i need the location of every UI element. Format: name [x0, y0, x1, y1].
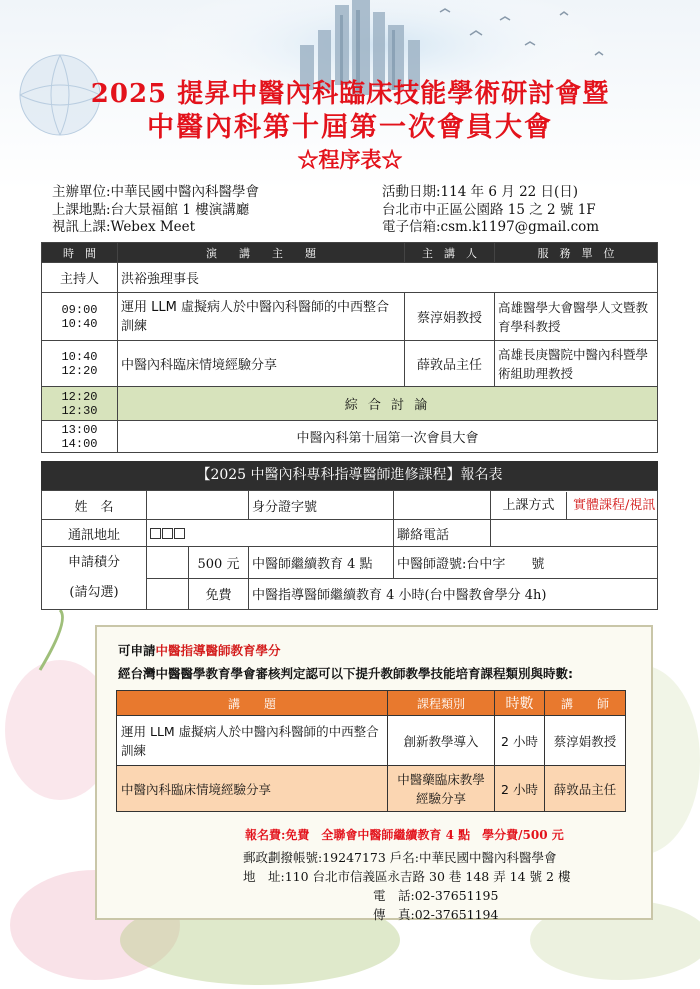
discussion-end: 12:30 — [61, 403, 98, 418]
credit-hours: 2 小時 — [495, 766, 545, 812]
discussion-row — [42, 387, 658, 421]
mailing-address: 地 址:110 台北市信義區永吉路 30 巷 148 弄 14 號 2 樓 — [243, 869, 571, 884]
fee-line: 報名費:免費 全聯會中醫師繼續教育 4 點 學分費/500 元 — [245, 828, 564, 842]
credit-1: 中醫師繼續教育 4 點 — [249, 547, 394, 579]
venue: 上課地點:台大景福館 1 樓演講廳 — [52, 201, 250, 218]
title-line-2: 中醫內科第十屆第一次會員大會 — [147, 112, 553, 143]
credit-2: 中醫指導醫師繼續教育 4 小時(台中醫教會學分 4h) — [249, 578, 658, 610]
schedule-header-row — [42, 243, 658, 263]
session-start: 10:40 — [61, 349, 98, 364]
address-label: 通訊地址 — [42, 520, 147, 547]
form-row-address — [42, 520, 658, 547]
id-field[interactable] — [394, 491, 491, 520]
mode-value[interactable]: 實體課程/視訊 — [573, 497, 656, 513]
host-label: 主持人 — [42, 263, 118, 293]
credit-topic: 運用 LLM 虛擬病人於中醫內科醫師的中西整合訓練 — [117, 716, 388, 766]
address-field[interactable] — [147, 520, 394, 547]
session-unit: 高雄醫學大會醫學人文暨教育學科教授 — [495, 293, 658, 341]
event-date: 活動日期:114 年 6 月 22 日(日) — [382, 184, 579, 200]
organizer: 主辦單位:中華民國中醫內科醫學會 — [52, 184, 260, 200]
header-topic: 演 講 主 題 — [118, 243, 405, 263]
session-topic: 運用 LLM 虛擬病人於中醫內科醫師的中西整合訓練 — [118, 293, 405, 341]
credits-highlight: 中醫指導醫師教育學分 — [155, 643, 281, 658]
credit-teacher: 薛敦品主任 — [545, 766, 626, 812]
credits-header-teacher: 講 師 — [545, 691, 626, 716]
title-line-1: 2025 提昇中醫內科臨床技能學術研討會暨 — [90, 79, 610, 109]
mode-cell — [491, 491, 658, 520]
header-unit: 服 務 單 位 — [495, 243, 658, 263]
discussion-start: 12:20 — [61, 389, 98, 404]
name-field[interactable] — [147, 491, 249, 520]
contact-fax: 傳 真:02-37651194 — [373, 907, 499, 922]
credits-table — [116, 690, 626, 812]
event-address: 台北市中正區公園路 15 之 2 號 1F — [382, 201, 596, 218]
session-end: 10:40 — [61, 316, 98, 331]
credits-header-topic: 講 題 — [117, 691, 388, 716]
online-platform: 視訊上課:Webex Meet — [52, 219, 196, 235]
assembly-end: 14:00 — [61, 436, 98, 451]
phone-label: 聯絡電話 — [394, 520, 491, 547]
fee-2: 免費 — [189, 578, 249, 610]
host-row — [42, 263, 658, 293]
table-row — [117, 716, 626, 766]
postal-box[interactable] — [162, 528, 173, 539]
table-row — [42, 341, 658, 387]
credits-header-hours: 時數 — [495, 691, 545, 716]
session-speaker: 蔡淳娟教授 — [405, 293, 495, 341]
name-label: 姓 名 — [42, 491, 147, 520]
session-start: 09:00 — [61, 302, 98, 317]
credits-header-category: 課程類別 — [388, 691, 495, 716]
credit-topic: 中醫內科臨床情境經驗分享 — [117, 766, 388, 812]
header-time: 時 間 — [42, 243, 118, 263]
table-row — [42, 293, 658, 341]
credit-checkbox-1[interactable] — [147, 547, 189, 579]
form-row-credit-1 — [42, 547, 658, 579]
credit-category: 中醫藥臨床教學經驗分享 — [388, 766, 495, 812]
credits-line-1 — [118, 641, 281, 659]
schedule-table — [41, 242, 658, 453]
id-label: 身分證字號 — [249, 491, 394, 520]
credit-hours: 2 小時 — [495, 716, 545, 766]
registration-form — [41, 490, 658, 610]
session-time — [42, 293, 118, 341]
info-left — [52, 184, 259, 237]
registration-title: 【2025 中醫內科專科指導醫師進修課程】報名表 — [41, 461, 658, 490]
license-number[interactable]: 中醫師證號:台中字 號 — [394, 547, 658, 579]
session-unit: 高雄長庚醫院中醫內科暨學術組助理教授 — [495, 341, 658, 387]
contact-phone: 電 話:02-37651195 — [373, 888, 499, 903]
session-speaker: 薛敦品主任 — [405, 341, 495, 387]
discussion-time — [42, 387, 118, 421]
postal-box[interactable] — [150, 528, 161, 539]
postal-account: 郵政劃撥帳號:19247173 戶名:中華民國中醫內科醫學會 — [243, 850, 557, 865]
assembly-row — [42, 421, 658, 453]
assembly-start: 13:00 — [61, 422, 98, 437]
phone-field[interactable] — [491, 520, 658, 547]
program-heading: ☆程序表☆ — [297, 147, 403, 172]
contact-email[interactable]: 電子信箱:csm.k1197@gmail.com — [382, 219, 600, 235]
info-right — [382, 184, 599, 237]
credit-label-cell — [42, 547, 147, 610]
discussion-label: 綜 合 討 論 — [118, 387, 658, 421]
form-row-name — [42, 491, 658, 520]
credits-line-2: 經台灣中醫醫學教育學會審核判定認可以下提升教師教學技能培育課程類別與時數: — [118, 666, 574, 681]
credits-header-row — [117, 691, 626, 716]
header-speaker: 主 講 人 — [405, 243, 495, 263]
session-topic: 中醫內科臨床情境經驗分享 — [118, 341, 405, 387]
credit-teacher: 蔡淳娟教授 — [545, 716, 626, 766]
assembly-label: 中醫內科第十屆第一次會員大會 — [118, 421, 658, 453]
session-end: 12:20 — [61, 363, 98, 378]
mode-label: 上課方式 — [491, 492, 567, 519]
credit-checkbox-2[interactable] — [147, 578, 189, 610]
session-time — [42, 341, 118, 387]
table-row — [117, 766, 626, 812]
credit-hint: (請勾選) — [69, 585, 119, 600]
credits-prefix: 可申請 — [118, 643, 156, 658]
credit-label: 申請積分 — [67, 555, 120, 570]
host-name: 洪裕強理事長 — [118, 263, 658, 293]
postal-box[interactable] — [174, 528, 185, 539]
assembly-time — [42, 421, 118, 453]
credit-category: 創新教學導入 — [388, 716, 495, 766]
fee-1: 500 元 — [189, 547, 249, 579]
